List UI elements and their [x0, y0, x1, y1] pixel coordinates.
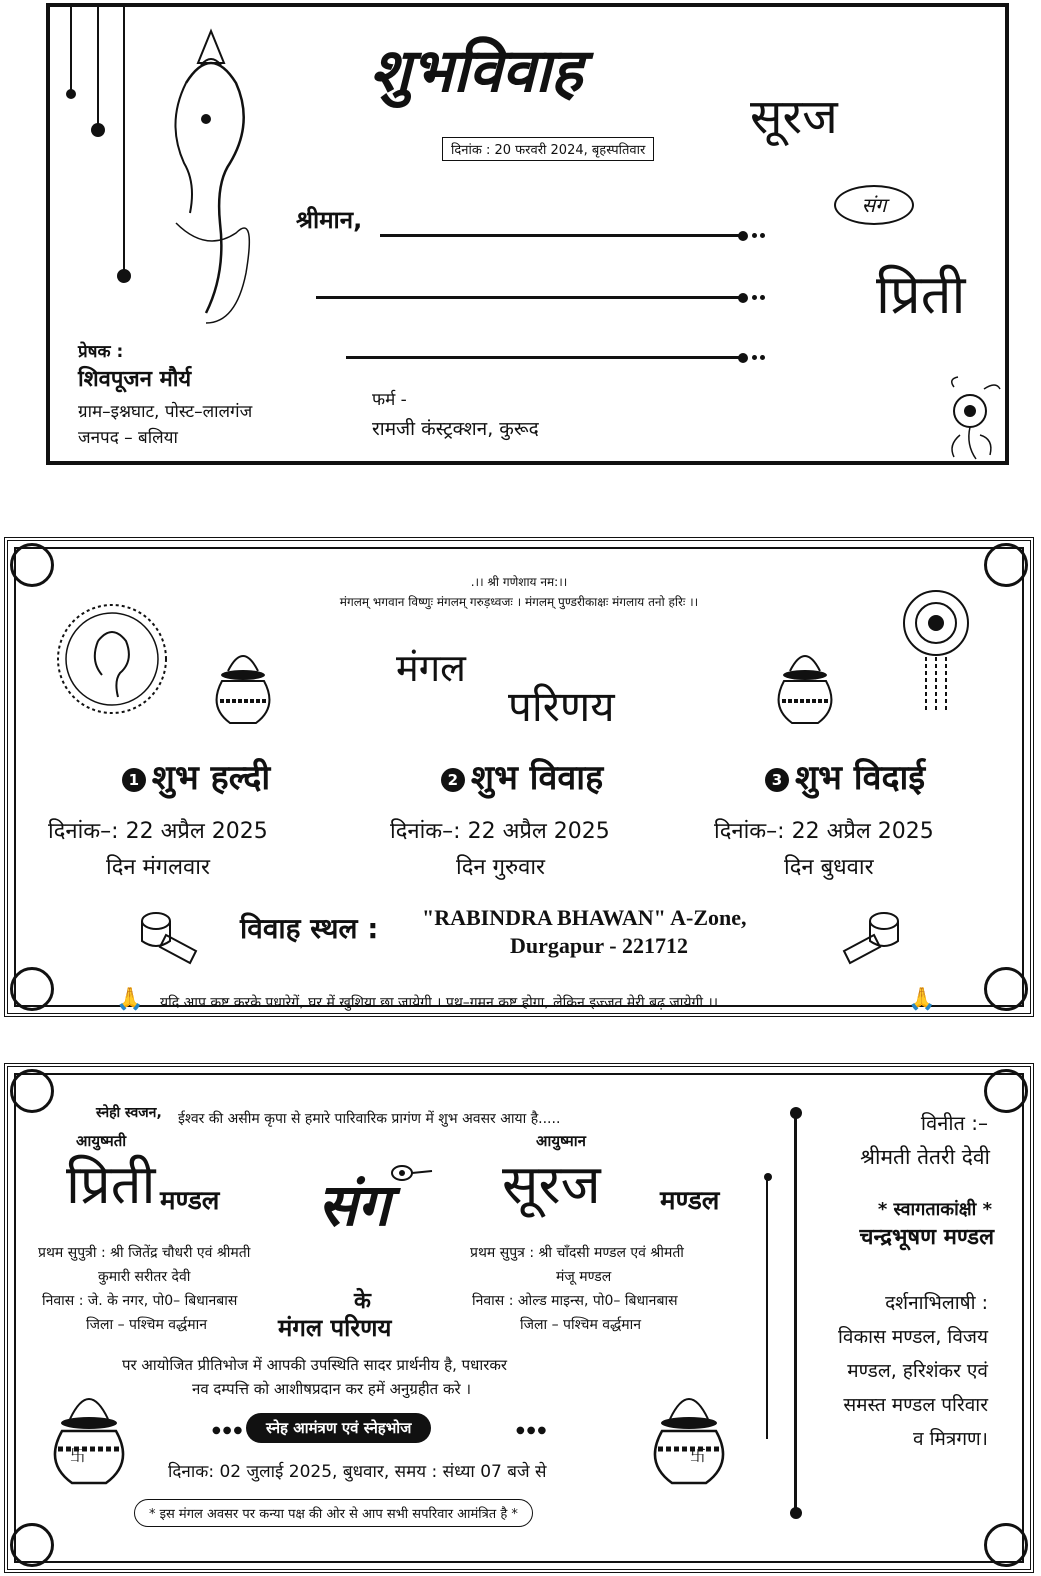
hanger-dot	[117, 269, 131, 283]
bride-mother: कुमारी सरीतर देवी	[98, 1269, 191, 1285]
parinay-title: परिणय	[508, 682, 615, 731]
corner-ornament	[984, 1069, 1028, 1113]
intro-line: ईश्वर की असीम कृपा से हमारे पारिवारिक प्रागंण में शुभ अवसर आया है.....	[178, 1111, 561, 1127]
corner-ornament	[10, 1069, 54, 1113]
dots-decoration: ●●●	[212, 1425, 245, 1436]
greeting: स्नेही स्वजन,	[96, 1105, 162, 1121]
hanger-line	[97, 7, 99, 127]
firm-name: रामजी कंस्ट्रक्शन, कुरूद	[372, 418, 539, 440]
line-end-dot	[752, 355, 757, 360]
event-date: दिनांक–: 22 अप्रैल 2025	[390, 819, 610, 844]
line-end-dot	[760, 233, 765, 238]
mandala-icon	[896, 587, 976, 717]
groom-residence: निवास : ओल्ड माइन्स, पो0– बिधानबास	[472, 1293, 678, 1309]
event-date: दिनांक–: 22 अप्रैल 2025	[48, 819, 268, 844]
bride-residence: निवास : जे. के नगर, पो0– बिधानबास	[42, 1293, 238, 1309]
invite-note: * इस मंगल अवसर पर कन्या पक्ष की ओर से आप सभी सपरिवार आमंत्रित है *	[134, 1499, 533, 1527]
kalash-icon	[208, 641, 278, 727]
namaste-icon: 🙏	[908, 987, 936, 1012]
bride-district: जिला – पश्चिम वर्द्धमान	[86, 1317, 208, 1333]
groom-parents: प्रथम सुपुत्र : श्री चाँदसी मण्डल एवं श्रीमती	[470, 1245, 684, 1261]
sender-label: प्रेषक :	[78, 342, 124, 362]
divider-dot	[790, 1507, 802, 1519]
event-vidai	[730, 753, 960, 799]
kalash-icon	[770, 641, 840, 727]
darshan-line-1: विकास मण्डल, विजय	[838, 1326, 988, 1348]
bride-parents: प्रथम सुपुत्री : श्री जितेंद्र चौधरी एवं श्रीमती	[38, 1245, 251, 1261]
invite-line-2: नव दम्पत्ति को आशीषप्रदान कर हमें अनुग्रहीत करे ।	[192, 1380, 472, 1398]
event-day: दिन मंगलवार	[106, 855, 210, 880]
firm-label: फर्म -	[372, 390, 407, 410]
event-name: शुभ हल्दी	[151, 758, 271, 798]
darshan-line-3: समस्त मण्डल परिवार	[843, 1394, 988, 1416]
line-end-dot	[760, 295, 765, 300]
event-number: 2	[441, 768, 465, 792]
groom-name: सूरज	[502, 1153, 601, 1216]
ganesha-icon	[146, 23, 276, 335]
hanger-line	[123, 7, 125, 273]
event-title	[402, 753, 642, 799]
groom-surname: मण्डल	[660, 1186, 720, 1216]
event-haldi	[66, 753, 326, 799]
event-title	[730, 753, 960, 799]
swagat-name: चन्द्रभूषण मण्डल	[859, 1225, 994, 1250]
event-date: दिनांक–: 22 अप्रैल 2025	[714, 819, 934, 844]
groom-mother: मंजू मण्डल	[556, 1269, 612, 1285]
line-end-dot	[738, 293, 748, 303]
venue-label: विवाह स्थल :	[240, 912, 379, 945]
namaste-icon: 🙏	[116, 987, 144, 1012]
line-end-dot	[738, 231, 748, 241]
peacock-feather-icon	[390, 1159, 434, 1189]
invitation-card	[4, 1063, 1034, 1573]
corner-ornament	[10, 967, 54, 1011]
groom-tag: आयुष्मान	[536, 1132, 586, 1150]
addressee-prefix: श्रीमान,	[296, 206, 363, 234]
hanger-line	[70, 7, 72, 93]
hanger-dot	[66, 89, 76, 99]
mangal-parinay: मंगल परिणय	[278, 1314, 392, 1342]
darshan-label: दर्शनाभिलाषी :	[885, 1292, 988, 1314]
line-end-dot	[760, 355, 765, 360]
envelope-card	[46, 3, 1009, 465]
kalash-icon	[644, 1379, 734, 1489]
sender-name: शिवपूजन मौर्य	[78, 367, 192, 392]
dhol-icon	[834, 901, 904, 967]
invite-line-1: पर आयोजित प्रीतिभोज में आपकी उपस्थिति सादर प्रार्थनीय है, पधारकर	[122, 1356, 508, 1374]
darshan-line-4: व मित्रगण।	[912, 1428, 988, 1450]
event-day: दिन बुधवार	[784, 855, 874, 880]
sang-title: संग	[318, 1171, 390, 1239]
hanger-dot	[91, 123, 105, 137]
flower-icon	[940, 375, 1004, 463]
mangal-title: मंगल	[396, 646, 466, 690]
corner-ornament	[984, 967, 1028, 1011]
bride-surname: मण्डल	[160, 1186, 220, 1216]
bride-tag: आयुष्मती	[76, 1132, 127, 1150]
bride-name: प्रिती	[876, 263, 966, 326]
address-line	[380, 234, 740, 237]
line-end-dot	[738, 353, 748, 363]
heading-title: शुभविवाह	[370, 36, 583, 106]
line-end-dot	[752, 233, 757, 238]
sender-address: ग्राम–इश्नघाट, पोस्ट–लालगंज	[78, 402, 253, 422]
dots-decoration: ●●●	[516, 1425, 549, 1436]
address-line	[346, 356, 740, 359]
reception-pill: स्नेह आमंत्रण एवं स्नेहभोज	[246, 1413, 431, 1443]
corner-ornament	[10, 1523, 54, 1567]
ceremony-card	[4, 537, 1034, 1017]
event-number: 3	[765, 768, 789, 792]
svg-text:卐: 卐	[70, 1446, 87, 1465]
event-number: 1	[122, 768, 146, 792]
bride-name: प्रिती	[66, 1153, 156, 1216]
vinit-label: विनीत :–	[920, 1111, 988, 1135]
sang-badge: संग	[834, 185, 914, 225]
mantra-line-1: .।। श्री गणेशाय नम:।।	[470, 575, 568, 589]
darshan-line-2: मण्डल, हरिशंकर एवं	[847, 1360, 988, 1382]
ganesha-medallion-icon	[54, 601, 170, 717]
event-vivah	[402, 753, 642, 799]
line-end-dot	[752, 295, 757, 300]
sender-district: जनपद – बलिया	[78, 428, 178, 448]
vertical-divider	[766, 1179, 768, 1439]
event-title	[66, 753, 326, 799]
address-line	[316, 296, 740, 299]
svg-text:卐: 卐	[690, 1446, 707, 1465]
swagat-label: * स्वागताकांक्षी *	[877, 1199, 992, 1220]
event-name: शुभ विवाह	[470, 758, 604, 798]
vinit-name: श्रीमती तेतरी देवी	[860, 1145, 990, 1169]
reception-date: दिनाक: 02 जुलाई 2025, बुधवार, समय : संध्या 07 बजे से	[168, 1462, 547, 1482]
vertical-divider	[794, 1117, 797, 1517]
corner-ornament	[984, 1523, 1028, 1567]
groom-district: जिला – पश्चिम वर्द्धमान	[520, 1317, 642, 1333]
ke-label: के	[354, 1289, 371, 1314]
event-day: दिन गुरुवार	[456, 855, 546, 880]
groom-name: सूरज	[750, 89, 838, 145]
mantra-line-2: मंगलम् भगवान विष्णुः मंगलम् गरुड़ध्वजः । मंगलम् पुण्डरीकाक्षः मंगलाय तनो हरिः ।।	[339, 595, 699, 609]
dhol-icon	[136, 901, 206, 967]
wedding-date: दिनांक : 20 फरवरी 2024, बृहस्पतिवार	[442, 137, 654, 161]
kalash-icon	[44, 1379, 134, 1489]
venue-line-1: "RABINDRA BHAWAN" A-Zone,	[422, 905, 747, 930]
venue-line-2: Durgapur - 221712	[510, 933, 689, 958]
event-name: शुभ विदाई	[794, 758, 926, 798]
footer-verse: यदि आप कष्ट करके पधारेगें, घर में खुशिया छा जायेगी । पथ–गमन कष्ट होगा, लेकिन इज्जत मेरी बढ़ जायेगी ।।	[160, 995, 719, 1011]
